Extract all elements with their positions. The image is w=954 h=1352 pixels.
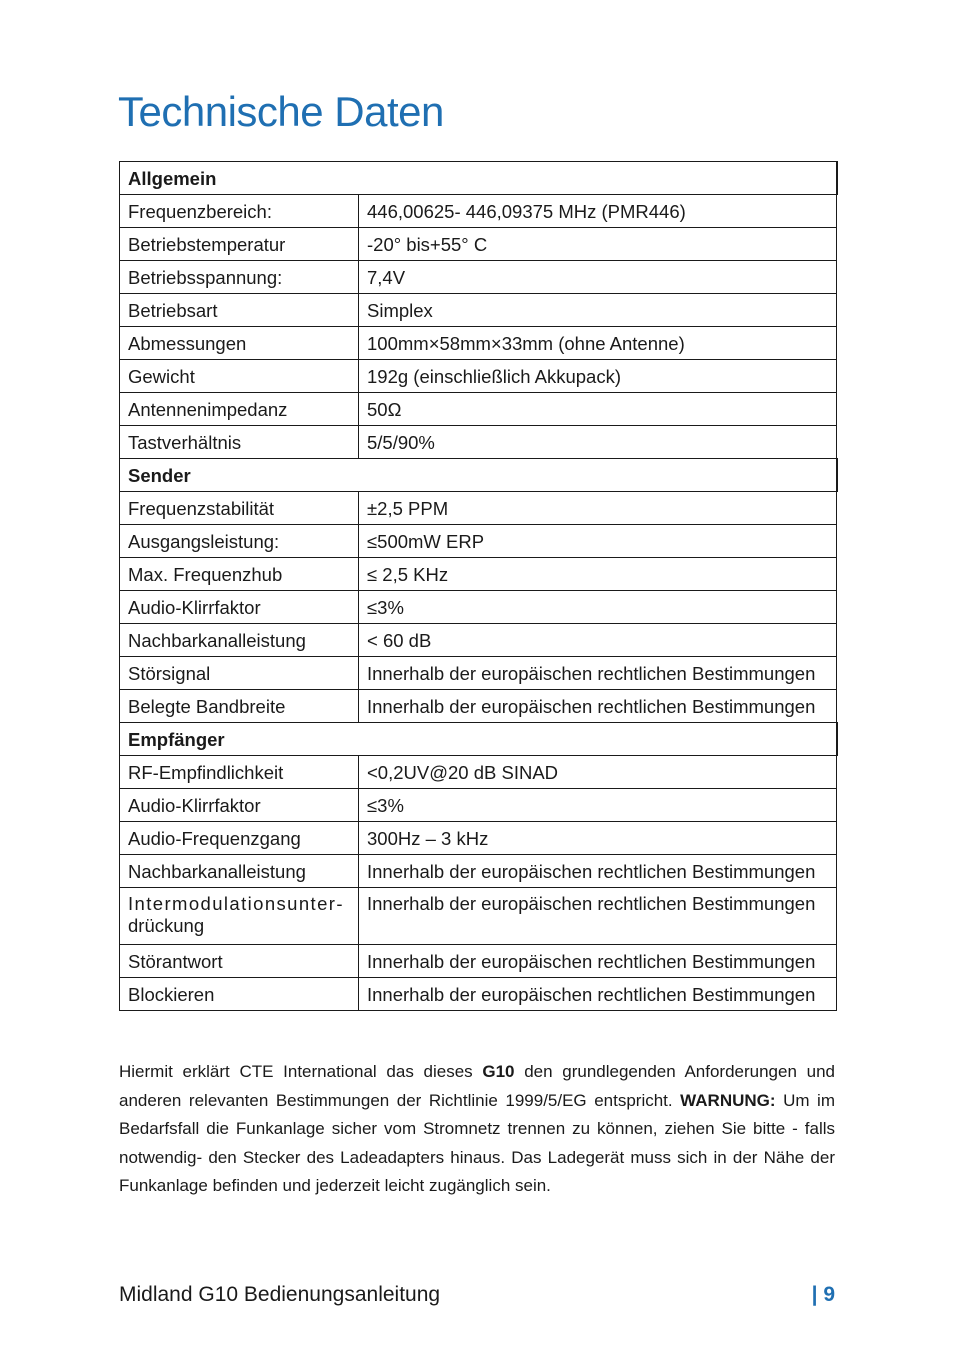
spec-label: Tastverhältnis bbox=[120, 426, 359, 459]
table-row bbox=[120, 945, 837, 978]
spec-value: ≤500mW ERP bbox=[359, 525, 837, 558]
table-row bbox=[120, 393, 837, 426]
spec-value: Innerhalb der europäischen rechtlichen Bestimmungen bbox=[359, 657, 837, 690]
spec-label bbox=[120, 888, 359, 945]
spec-label: Audio-Klirrfaktor bbox=[120, 591, 359, 624]
spec-label: Belegte Bandbreite bbox=[120, 690, 359, 723]
table-row bbox=[120, 888, 837, 945]
table-row bbox=[120, 294, 837, 327]
spec-label: Störsignal bbox=[120, 657, 359, 690]
spec-label: Nachbarkanalleistung bbox=[120, 624, 359, 657]
spec-label: Betriebstemperatur bbox=[120, 228, 359, 261]
warning-text: Um im Bedarfsfall die Funkanlage sicher vom Stromnetz trennen zu können, ziehen Sie bitte - falls notwendig- den Stecker des Ladeadapters hinaus. Das Ladegerät muss sich in der Nähe der Funkanlage befinden und jederzeit leicht zugänglich sein. bbox=[119, 1090, 835, 1195]
declaration-paragraph bbox=[119, 1058, 835, 1201]
spec-value: Innerhalb der europäischen rechtlichen Bestimmungen bbox=[359, 888, 837, 945]
table-row bbox=[120, 360, 837, 393]
warning-label: WARNUNG: bbox=[680, 1090, 776, 1110]
table-row bbox=[120, 756, 837, 789]
spec-value: ≤ 2,5 KHz bbox=[359, 558, 837, 591]
spec-value: Innerhalb der europäischen rechtlichen Bestimmungen bbox=[359, 945, 837, 978]
spec-label: RF-Empfindlichkeit bbox=[120, 756, 359, 789]
spec-value: 50Ω bbox=[359, 393, 837, 426]
spec-value: 7,4V bbox=[359, 261, 837, 294]
spec-label: Abmessungen bbox=[120, 327, 359, 360]
spec-value: ±2,5 PPM bbox=[359, 492, 837, 525]
spec-value: < 60 dB bbox=[359, 624, 837, 657]
spec-label: Nachbarkanalleistung bbox=[120, 855, 359, 888]
spec-label: Audio-Klirrfaktor bbox=[120, 789, 359, 822]
spec-label: Antennenimpedanz bbox=[120, 393, 359, 426]
footer-page-number: | 9 bbox=[811, 1283, 835, 1306]
spec-value: 300Hz – 3 kHz bbox=[359, 822, 837, 855]
model-name: G10 bbox=[482, 1062, 515, 1081]
spec-label-line: Intermodulationsunter- bbox=[128, 893, 344, 914]
section-header-general bbox=[120, 162, 837, 195]
spec-label-line: drückung bbox=[128, 915, 205, 936]
spec-label: Frequenzstabilität bbox=[120, 492, 359, 525]
spec-label: Ausgangsleistung: bbox=[120, 525, 359, 558]
page-title: Technische Daten bbox=[118, 88, 444, 135]
declaration-text: den grundlegenden Anforderungen und anderen relevanten Bestimmungen der Richtlinie 1999/5/EG entspricht. bbox=[119, 1062, 835, 1110]
table-row bbox=[120, 789, 837, 822]
spec-value: Innerhalb der europäischen rechtlichen Bestimmungen bbox=[359, 978, 837, 1011]
spec-value: Simplex bbox=[359, 294, 837, 327]
table-row bbox=[120, 822, 837, 855]
spec-value: 446,00625- 446,09375 MHz (PMR446) bbox=[359, 195, 837, 228]
table-row bbox=[120, 690, 837, 723]
spec-label: Betriebsspannung: bbox=[120, 261, 359, 294]
spec-label: Störantwort bbox=[120, 945, 359, 978]
spec-value: Innerhalb der europäischen rechtlichen Bestimmungen bbox=[359, 855, 837, 888]
footer-manual-title: Midland G10 Bedienungsanleitung bbox=[119, 1283, 441, 1306]
spec-value: -20° bis+55° C bbox=[359, 228, 837, 261]
spec-value: 192g (einschließlich Akkupack) bbox=[359, 360, 837, 393]
spec-table bbox=[119, 161, 838, 1011]
table-row bbox=[120, 195, 837, 228]
table-row bbox=[120, 624, 837, 657]
section-heading: Allgemein bbox=[120, 162, 837, 195]
spec-value: ≤3% bbox=[359, 591, 837, 624]
spec-value: Innerhalb der europäischen rechtlichen Bestimmungen bbox=[359, 690, 837, 723]
table-row bbox=[120, 657, 837, 690]
section-header-transmitter bbox=[120, 459, 837, 492]
table-row bbox=[120, 591, 837, 624]
spec-value: ≤3% bbox=[359, 789, 837, 822]
table-row bbox=[120, 327, 837, 360]
spec-value: 100mm×58mm×33mm (ohne Antenne) bbox=[359, 327, 837, 360]
section-heading: Sender bbox=[120, 459, 837, 492]
table-row bbox=[120, 558, 837, 591]
spec-label: Betriebsart bbox=[120, 294, 359, 327]
section-heading: Empfänger bbox=[120, 723, 837, 756]
table-row bbox=[120, 978, 837, 1011]
spec-label: Max. Frequenzhub bbox=[120, 558, 359, 591]
spec-label: Blockieren bbox=[120, 978, 359, 1011]
spec-label: Gewicht bbox=[120, 360, 359, 393]
spec-label: Audio-Frequenzgang bbox=[120, 822, 359, 855]
table-row bbox=[120, 492, 837, 525]
table-row bbox=[120, 261, 837, 294]
table-row bbox=[120, 228, 837, 261]
declaration-text: Hiermit erklärt CTE International das dieses bbox=[119, 1062, 483, 1081]
table-row bbox=[120, 525, 837, 558]
spec-value: <0,2UV@20 dB SINAD bbox=[359, 756, 837, 789]
section-header-receiver bbox=[120, 723, 837, 756]
spec-value: 5/5/90% bbox=[359, 426, 837, 459]
table-row bbox=[120, 855, 837, 888]
table-row bbox=[120, 426, 837, 459]
spec-label: Frequenzbereich: bbox=[120, 195, 359, 228]
